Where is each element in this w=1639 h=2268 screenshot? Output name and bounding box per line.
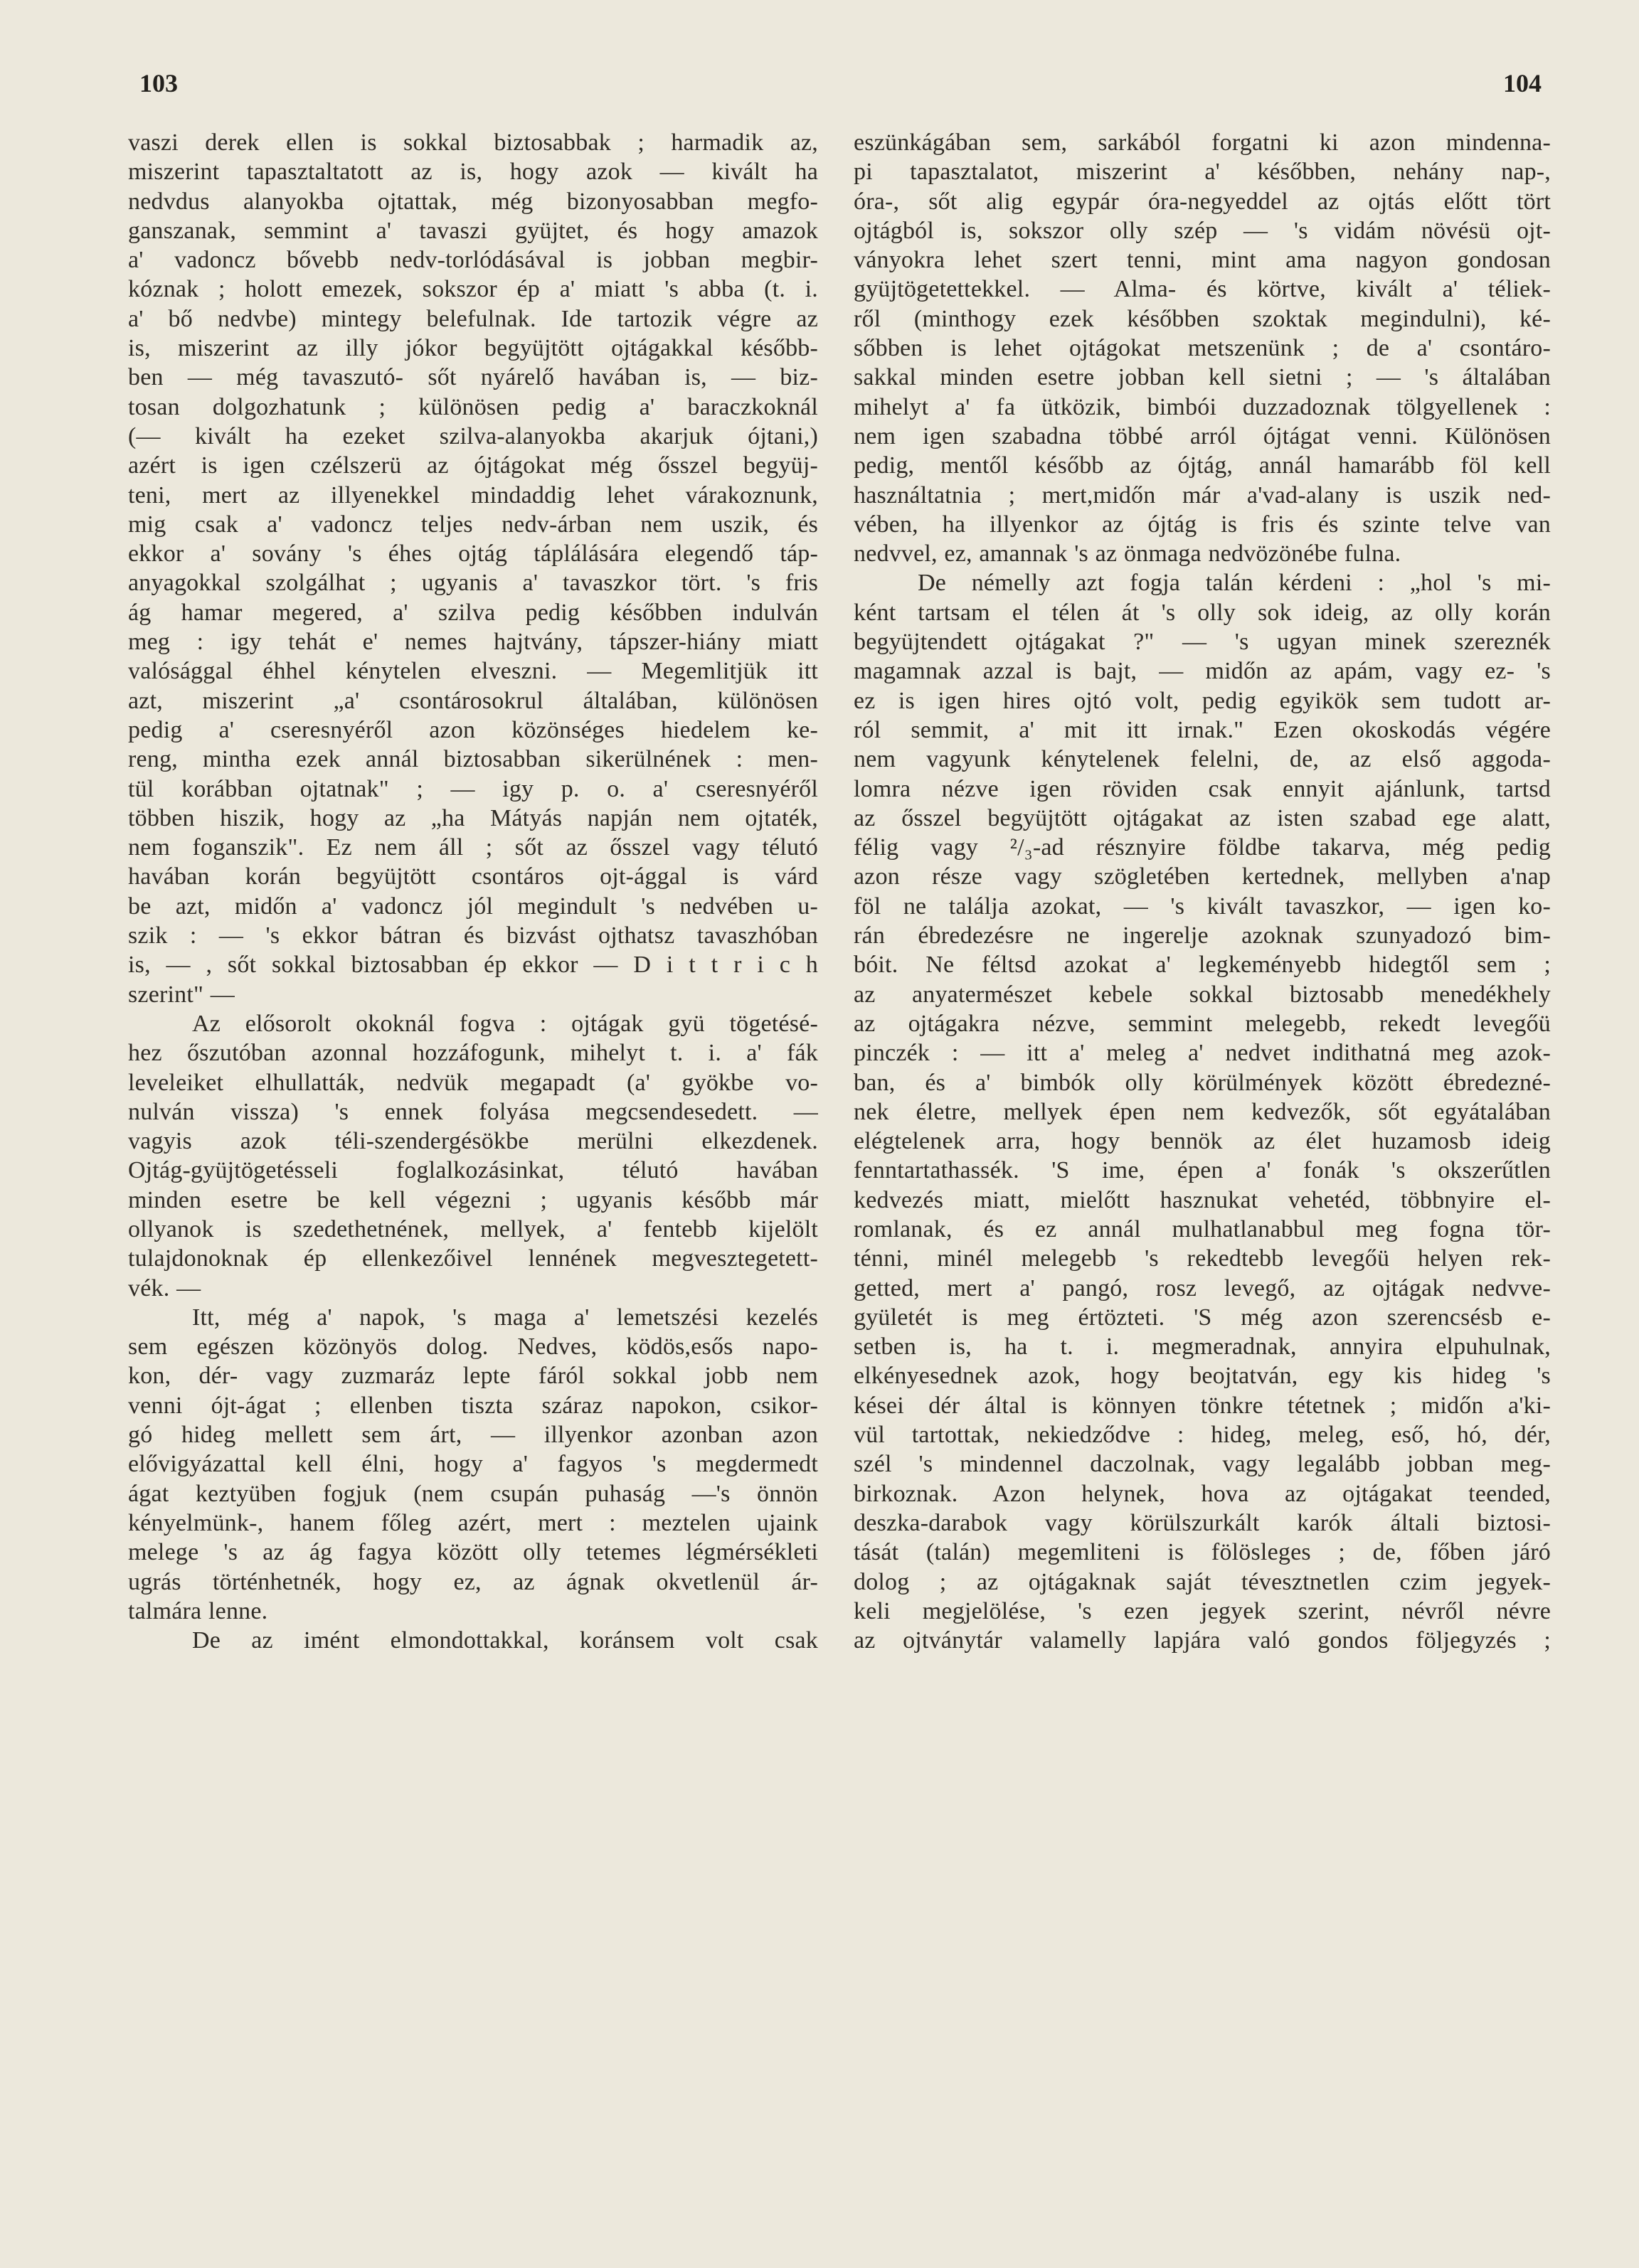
text-line: óra-, sőt alig egypár óra-negyeddel az ojtás előtt tört [854,188,1551,215]
text-line: vagyis azok téli-szendergésökbe merülni elkezdenek. [128,1128,818,1155]
text-line: elégtelenek arra, hogy bennök az élet huzamosb ideig [854,1128,1551,1155]
text-line: is, — , sőt sokkal biztosabban ép ekkor — D i t t r i c h [128,952,818,979]
text-line: (— kivált ha ezeket szilva-alanyokba akarjuk ójtani,) [128,422,818,449]
text-line: havában korán begyüjtött csontáros ojt-ággal is várd [128,863,818,890]
text-line: ről (minthogy ezek későbben szoktak megindulni), ké- [854,305,1551,332]
text-line: nem vagyunk kénytelenek felelni, de, az első aggoda- [854,746,1551,773]
text-line: vül tartottak, nekiedződve : hideg, meleg, eső, hó, dér, [854,1422,1551,1449]
text-line: szik : — 's ekkor bátran és bizvást ojthatsz tavaszhóban [128,922,818,949]
text-line: ténni, minél melegebb 's rekedtebb levegőü helyen rek- [854,1245,1551,1272]
text-line: pedig, mentől később az ójtág, annál hamarább föl kell [854,452,1551,479]
text-line: ez is igen hires ojtó volt, pedig egyikök sem tudott ar- [854,687,1551,714]
page-number-right: 104 [1503,69,1542,97]
text-line: gyüjtögetettekkel. — Alma- és körtve, kivált a' téliek- [854,276,1551,303]
text-line: azért is igen czélszerü az ójtágokat még ősszel begyüj- [128,452,818,479]
text-line: ekkor a' sovány 's éhes ojtág táplálására elegendő táp- [128,541,818,568]
text-line: ugrás történhetnék, hogy ez, az ágnak okvetlenül ár- [128,1568,818,1595]
text-line: valósággal éhhel kénytelen elveszni. — Megemlitjük itt [128,658,818,685]
text-line: az anyatermészet kebele sokkal biztosabb menedékhely [854,981,1551,1008]
text-line: keli megjelölése, 's ezen jegyek szerint, névről névre [854,1597,1551,1624]
text-line: félig vagy ²/₃-ad résznyire földbe takarva, még pedig [854,834,1551,861]
text-line: leveleiket elhullatták, nedvük megapadt (a' gyökbe vo- [128,1069,818,1096]
text-line: ról semmit, a' mit itt irnak." Ezen okoskodás végére [854,716,1551,743]
text-line: tulajdonoknak ép ellenkezőivel lennének megvesztegetett- [128,1245,818,1272]
text-line: az ojtványtár valamelly lapjára való gondos följegyzés ; [854,1627,1551,1654]
text-line: sem egészen közönyös dolog. Nedves, ködös,esős napo- [128,1333,818,1361]
text-line: kedvezés miatt, mielőtt hasznukat vehetéd, többnyire el- [854,1186,1551,1213]
text-line: ványokra lehet szert tenni, mint ama nagyon gondosan [854,247,1551,274]
text-line: sőbben is lehet ojtágokat metszenünk ; de a' csontáro- [854,335,1551,362]
text-line: a' vadoncz bővebb nedv-torlódásával is jobban megbir- [128,247,818,274]
text-line: nem igen szabadna többé arról ójtágat venni. Különösen [854,422,1551,449]
text-line: ojtágból is, sokszor olly szép — 's vidám növésü ojt- [854,217,1551,244]
text-line: getted, mert a' pangó, rosz levegő, az ojtágak nedvve- [854,1274,1551,1301]
text-line: ban, és a' bimbók olly körülmények között ébredezné- [854,1069,1551,1096]
text-line: az ojtágakra nézve, semmint melegebb, rekedt levegőü [854,1010,1551,1037]
text-line: többen hiszik, hogy az „ha Mátyás napján nem ojtaték, [128,804,818,831]
text-line: bóit. Ne féltsd azokat a' legkeményebb hidegtől sem ; [854,952,1551,979]
text-line: nedvdus alanyokba ojtattak, még bizonyosabban megfo- [128,188,818,215]
text-line: gyületét is meg értözteti. 'S még azon szerencsésb e- [854,1304,1551,1331]
text-line: mihelyt a' fa ütközik, bimbói duzzadoznak tölgyellenek : [854,393,1551,420]
text-line: De némelly azt fogja talán kérdeni : „hol 's mi- [918,570,1551,597]
text-line: meg : igy tehát e' nemes hajtvány, tápszer-hiány miatt [128,629,818,656]
text-line: minden esetre be kell végezni ; ugyanis később már [128,1186,818,1213]
text-line: melege 's az ág fagya között olly tetemes légmérsékleti [128,1539,818,1566]
text-line: az ősszel begyüjtött ojtágakat az isten szabad ege alatt, [854,804,1551,831]
right-text-column [854,128,1551,1655]
text-line: kényelmünk-, hanem főleg azért, mert : meztelen ujaink [128,1509,818,1536]
text-line: használtatnia ; mert,midőn már a'vad-alany is uszik ned- [854,481,1551,509]
text-line: szél 's mindennel daczolnak, vagy legalább jobban meg- [854,1451,1551,1478]
text-line: pi tapasztalatot, miszerint a' későbben, nehány nap-, [854,159,1551,186]
text-line: Ojtág-gyüjtögetésseli foglalkozásinkat, télutó havában [128,1157,818,1184]
text-line: birkoznak. Azon helynek, hova az ojtágakat teended, [854,1480,1551,1507]
text-line: fenntartathassék. 'S ime, épen a' fonák 's okszerűtlen [854,1157,1551,1184]
text-line: reng, mintha ezek annál biztosabban sikerülnének : men- [128,746,818,773]
text-line: nulván vissza) 's ennek folyása megcsendesedett. — [128,1098,818,1125]
text-line: elkényesednek azok, hogy beojtatván, egy kis hideg 's [854,1363,1551,1390]
text-line: ként tartsam el télen át 's olly sok ideig, az olly korán [854,599,1551,626]
text-line: ollyanok is szedethetnének, mellyek, a' fentebb kijelölt [128,1215,818,1242]
text-line: nek életre, mellyek épen nem kedvezők, sőt egyátalában [854,1098,1551,1125]
text-line: De az imént elmondottakkal, koránsem volt csak [192,1627,818,1654]
text-line: teni, mert az illyenekkel mindaddig lehet várakoznunk, [128,481,818,509]
text-line: magamnak azzal is bajt, — midőn az apám, vagy ez- 's [854,658,1551,685]
text-line: szerint" — [128,981,235,1008]
text-line: vék. — [128,1274,201,1301]
text-line: setben is, ha t. i. megmeradnak, annyira elpuhulnak, [854,1333,1551,1361]
text-line: talmára lenne. [128,1597,268,1624]
text-line: begyüjtendett ojtágakat ?" — 's ugyan minek szereznék [854,629,1551,656]
text-line: Az elősorolt okoknál fogva : ojtágak gyü tögetésé- [192,1010,818,1037]
text-line: eszünkágában sem, sarkából forgatni ki azon mindenna- [854,129,1551,156]
text-line: pedig a' cseresnyéről azon közönséges hiedelem ke- [128,716,818,743]
page-number-left: 103 [139,69,178,97]
text-line: kései dér által is könnyen tönkre tétetnek ; midőn a'ki- [854,1392,1551,1419]
text-line: ben — még tavaszutó- sőt nyárelő havában is, — biz- [128,364,818,391]
text-line: is, miszerint az illy jókor begyüjtött ojtágakkal később- [128,335,818,362]
text-line: pinczék : — itt a' meleg a' nedvet indithatná meg azok- [854,1040,1551,1067]
text-line: Itt, még a' napok, 's maga a' lemetszési kezelés [192,1304,818,1331]
left-text-column [128,128,818,1655]
text-line: gó hideg mellett sem árt, — illyenkor azonban azon [128,1422,818,1449]
text-line: tül korábban ojtatnak" ; — igy p. o. a' cseresnyéről [128,775,818,802]
text-line: nedvvel, ez, amannak 's az önmaga nedvözönébe fulna. [854,541,1401,568]
text-line: ág hamar megered, a' szilva pedig későbben indulván [128,599,818,626]
text-line: deszka-darabok vagy körülszurkált karók általi biztosi- [854,1509,1551,1536]
text-line: mig csak a' vadoncz teljes nedv-árban nem uszik, és [128,511,818,538]
text-line: lomra nézve igen röviden csak ennyit ajánlunk, tartsd [854,775,1551,802]
text-line: anyagokkal szolgálhat ; ugyanis a' tavaszkor tört. 's fris [128,570,818,597]
text-line: kon, dér- vagy zuzmaráz lepte fáról sokkal jobb nem [128,1363,818,1390]
text-line: nem foganszik". Ez nem áll ; sőt az ősszel vagy télutó [128,834,818,861]
text-line: romlanak, és ez annál mulhatlanabbul meg fogna tör- [854,1215,1551,1242]
text-line: vaszi derek ellen is sokkal biztosabbak ; harmadik az, [128,129,818,156]
text-line: sakkal minden esetre jobban kell sietni ; — 's általában [854,364,1551,391]
text-line: hez őszutóban azonnal hozzáfogunk, mihelyt t. i. a' fák [128,1040,818,1067]
text-line: a' bő nedvbe) mintegy belefulnak. Ide tartozik végre az [128,305,818,332]
text-line: ágat keztyüben fogjuk (nem csupán puhaság —'s önnön [128,1480,818,1507]
text-line: be azt, midőn a' vadoncz jól megindult 's nedvében u- [128,893,818,920]
text-line: miszerint tapasztaltatott az is, hogy azok — kivált ha [128,159,818,186]
text-line: venni ójt-ágat ; ellenben tiszta száraz napokon, csikor- [128,1392,818,1419]
text-line: kóznak ; holott emezek, sokszor ép a' miatt 's abba (t. i. [128,276,818,303]
text-line: azt, miszerint „a' csontárosokrul általában, különösen [128,687,818,714]
text-line: tását (talán) megemliteni is fölösleges ; de, főben járó [854,1539,1551,1566]
text-line: vében, ha illyenkor az ójtág is fris és szinte telve van [854,511,1551,538]
text-line: ganszanak, semmint a' tavaszi gyüjtet, és hogy amazok [128,217,818,244]
text-line: elővigyázattal kell élni, hogy a' fagyos 's megdermedt [128,1451,818,1478]
text-line: rán ébredezésre ne ingerelje azoknak szunyadozó bim- [854,922,1551,949]
text-line: föl ne találja azokat, — 's kivált tavaszkor, — igen ko- [854,893,1551,920]
text-line: dolog ; az ojtágaknak saját tévesztnetlen czim jegyek- [854,1568,1551,1595]
text-line: azon része vagy szögletében kertednek, mellyben a'nap [854,863,1551,890]
text-line: tosan dolgozhatunk ; különösen pedig a' baraczkoknál [128,393,818,420]
